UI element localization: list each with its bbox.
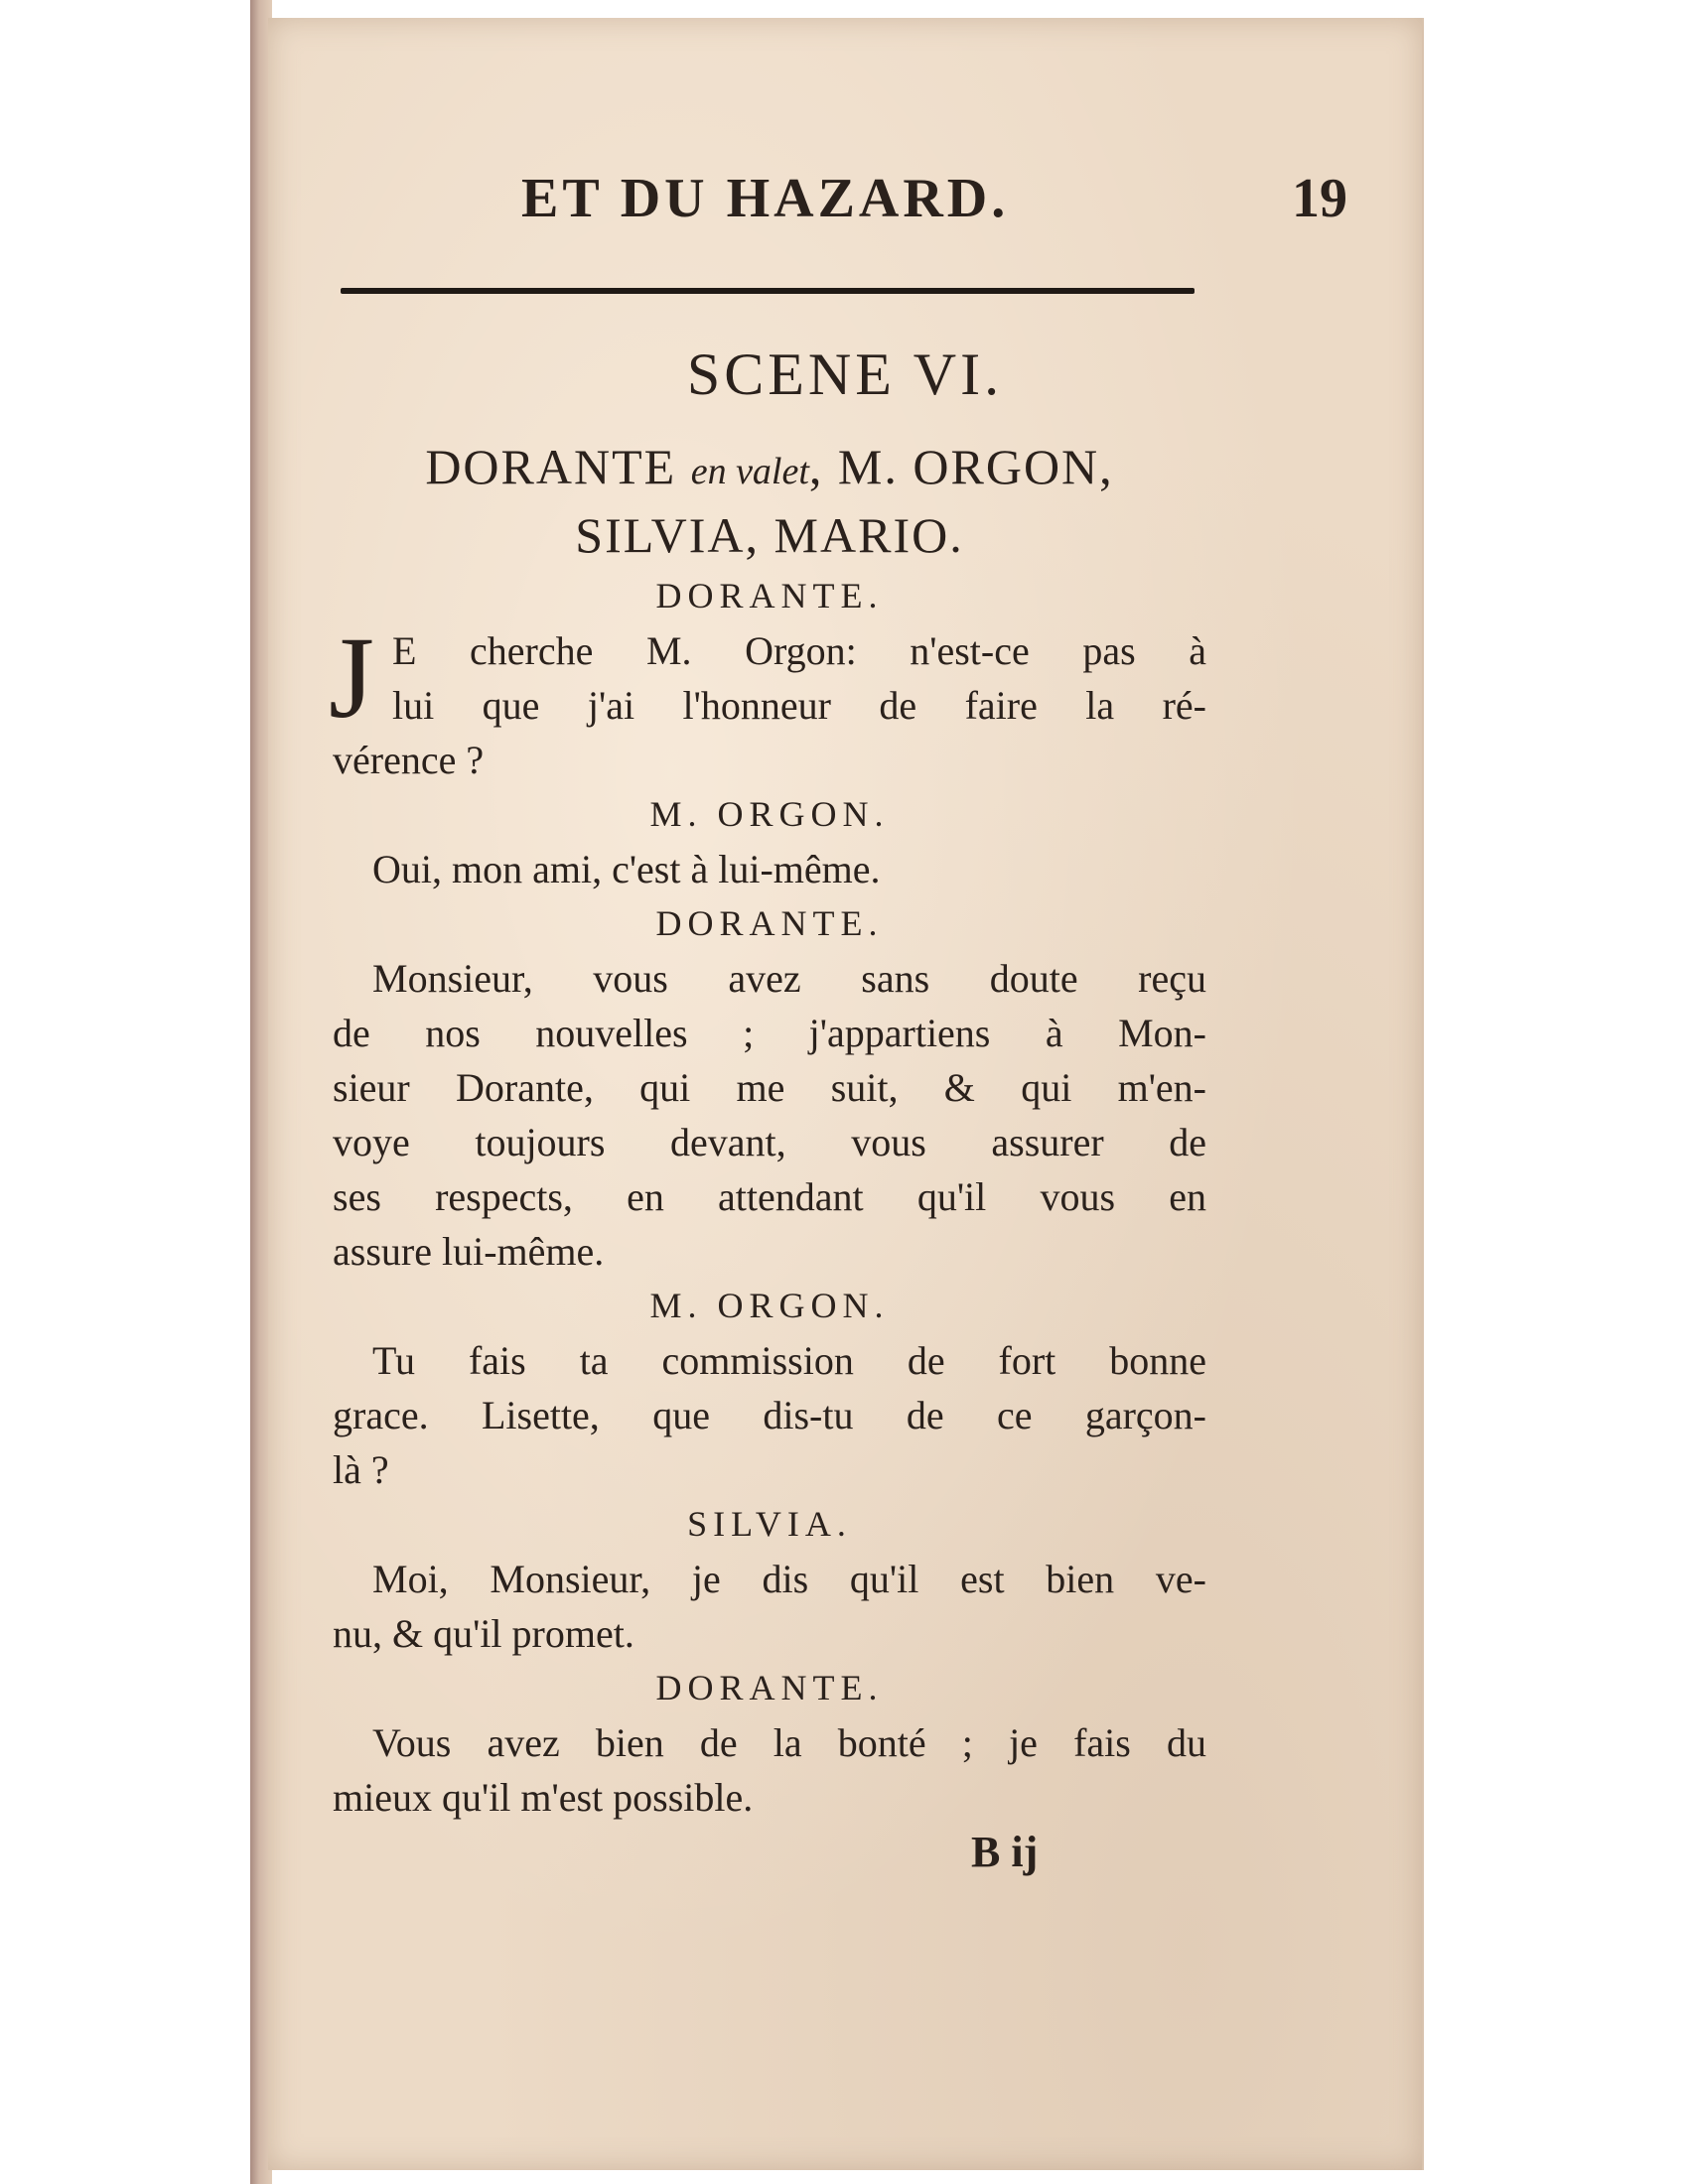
speaker-heading: M. ORGON. — [649, 794, 890, 834]
character-list-line-2: SILVIA, MARIO. — [575, 507, 964, 563]
drop-cap: J — [329, 613, 374, 743]
speaker-heading: M. ORGON. — [649, 1286, 890, 1325]
speaker-heading: DORANTE. — [655, 903, 884, 943]
speech-line: assure lui-même. — [333, 1229, 605, 1274]
speech-line: voye toujours devant, vous assurer de — [333, 1120, 1206, 1164]
speech-line: Oui, mon ami, c'est à lui-même. — [372, 847, 881, 891]
page-number: 19 — [1292, 168, 1347, 229]
scene-title: SCENE VI. — [686, 341, 1004, 407]
speech-line: lui que j'ai l'honneur de faire la ré- — [392, 683, 1206, 728]
speaker-heading: DORANTE. — [655, 1668, 884, 1707]
speech-line: vérence ? — [333, 738, 485, 782]
speech-line: de nos nouvelles ; j'appartiens à Mon- — [333, 1011, 1206, 1055]
running-head — [343, 167, 1347, 246]
speech-line: ses respects, en attendant qu'il vous en — [333, 1174, 1206, 1219]
speech-line: mieux qu'il m'est possible. — [333, 1775, 754, 1820]
character-list-line-1 — [338, 435, 1201, 503]
speech-line: Vous avez bien de la bonté ; je fais du — [372, 1720, 1206, 1765]
book-page — [268, 18, 1424, 2170]
speech-line: Moi, Monsieur, je dis qu'il est bien ve- — [372, 1557, 1206, 1601]
character-name-dorante: DORANTE — [425, 439, 677, 494]
speech-line: E cherche M. Orgon: n'est-ce pas à — [392, 628, 1206, 673]
character-list-rest: , M. ORGON, — [808, 439, 1114, 494]
speech-line: là ? — [333, 1447, 389, 1492]
header-rule — [341, 288, 1195, 294]
running-title: ET DU HAZARD. — [521, 168, 1010, 229]
speaker-heading: SILVIA. — [687, 1504, 852, 1544]
speech-line: Tu fais ta commission de fort bonne — [372, 1338, 1206, 1383]
speech-line: Monsieur, vous avez sans doute reçu — [372, 956, 1206, 1001]
character-note: en valet — [690, 451, 809, 492]
dialogue — [329, 569, 1206, 1825]
signature-mark: B ij — [971, 1828, 1039, 1876]
speech-line: grace. Lisette, que dis-tu de ce garçon- — [333, 1393, 1206, 1437]
character-list — [338, 435, 1201, 567]
speech-line: nu, & qu'il promet. — [333, 1611, 634, 1656]
speaker-heading: DORANTE. — [655, 576, 884, 615]
speech-line: sieur Dorante, qui me suit, & qui m'en- — [333, 1065, 1206, 1110]
speech-block — [329, 613, 1206, 787]
